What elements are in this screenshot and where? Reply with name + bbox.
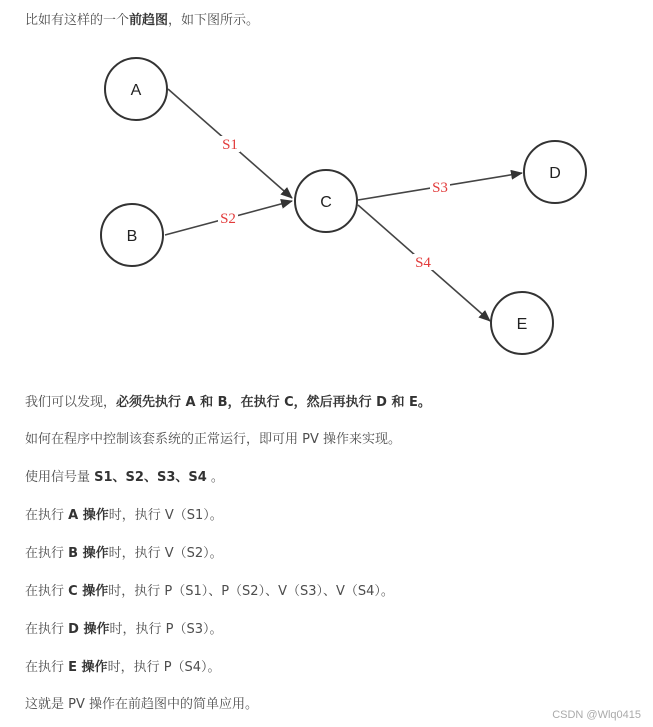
node-d bbox=[524, 141, 586, 203]
step-c-paragraph: 在执行 C 操作时，执行 P（S1）、P（S2）、V（S3）、V（S4）。 bbox=[25, 584, 394, 599]
node-e bbox=[491, 292, 553, 354]
conclusion-paragraph: 这就是 PV 操作在前趋图中的简单应用。 bbox=[25, 697, 258, 712]
node-d-label: D bbox=[549, 165, 561, 182]
node-b bbox=[101, 204, 163, 266]
node-c-label: C bbox=[320, 194, 332, 211]
edge-label-s1: S1 bbox=[222, 137, 238, 153]
node-c bbox=[295, 170, 357, 232]
observation-paragraph: 我们可以发现，必须先执行 A 和 B，在执行 C，然后再执行 D 和 E。 bbox=[25, 395, 431, 410]
edge-label-s4: S4 bbox=[415, 255, 431, 271]
node-a-label: A bbox=[130, 82, 142, 99]
node-e-label: E bbox=[516, 316, 528, 333]
edge-label-s3: S3 bbox=[432, 180, 448, 196]
semaphores-paragraph: 使用信号量 S1、S2、S3、S4 。 bbox=[25, 470, 224, 485]
step-a-paragraph: 在执行 A 操作时，执行 V（S1）。 bbox=[25, 508, 223, 523]
node-b-label: B bbox=[126, 228, 138, 245]
csdn-watermark: CSDN @Wlq0415 bbox=[552, 709, 641, 721]
question-paragraph: 如何在程序中控制该套系统的正常运行，即可用 PV 操作来实现。 bbox=[25, 432, 401, 447]
step-b-paragraph: 在执行 B 操作时，执行 V（S2）。 bbox=[25, 546, 223, 561]
node-a bbox=[105, 58, 167, 120]
precedence-graph bbox=[0, 40, 653, 370]
step-e-paragraph: 在执行 E 操作时，执行 P（S4）。 bbox=[25, 660, 221, 675]
step-d-paragraph: 在执行 D 操作时，执行 P（S3）。 bbox=[25, 622, 223, 637]
intro-paragraph: 比如有这样的一个前趋图，如下图所示。 bbox=[25, 13, 260, 28]
edge-label-s2: S2 bbox=[220, 211, 236, 227]
